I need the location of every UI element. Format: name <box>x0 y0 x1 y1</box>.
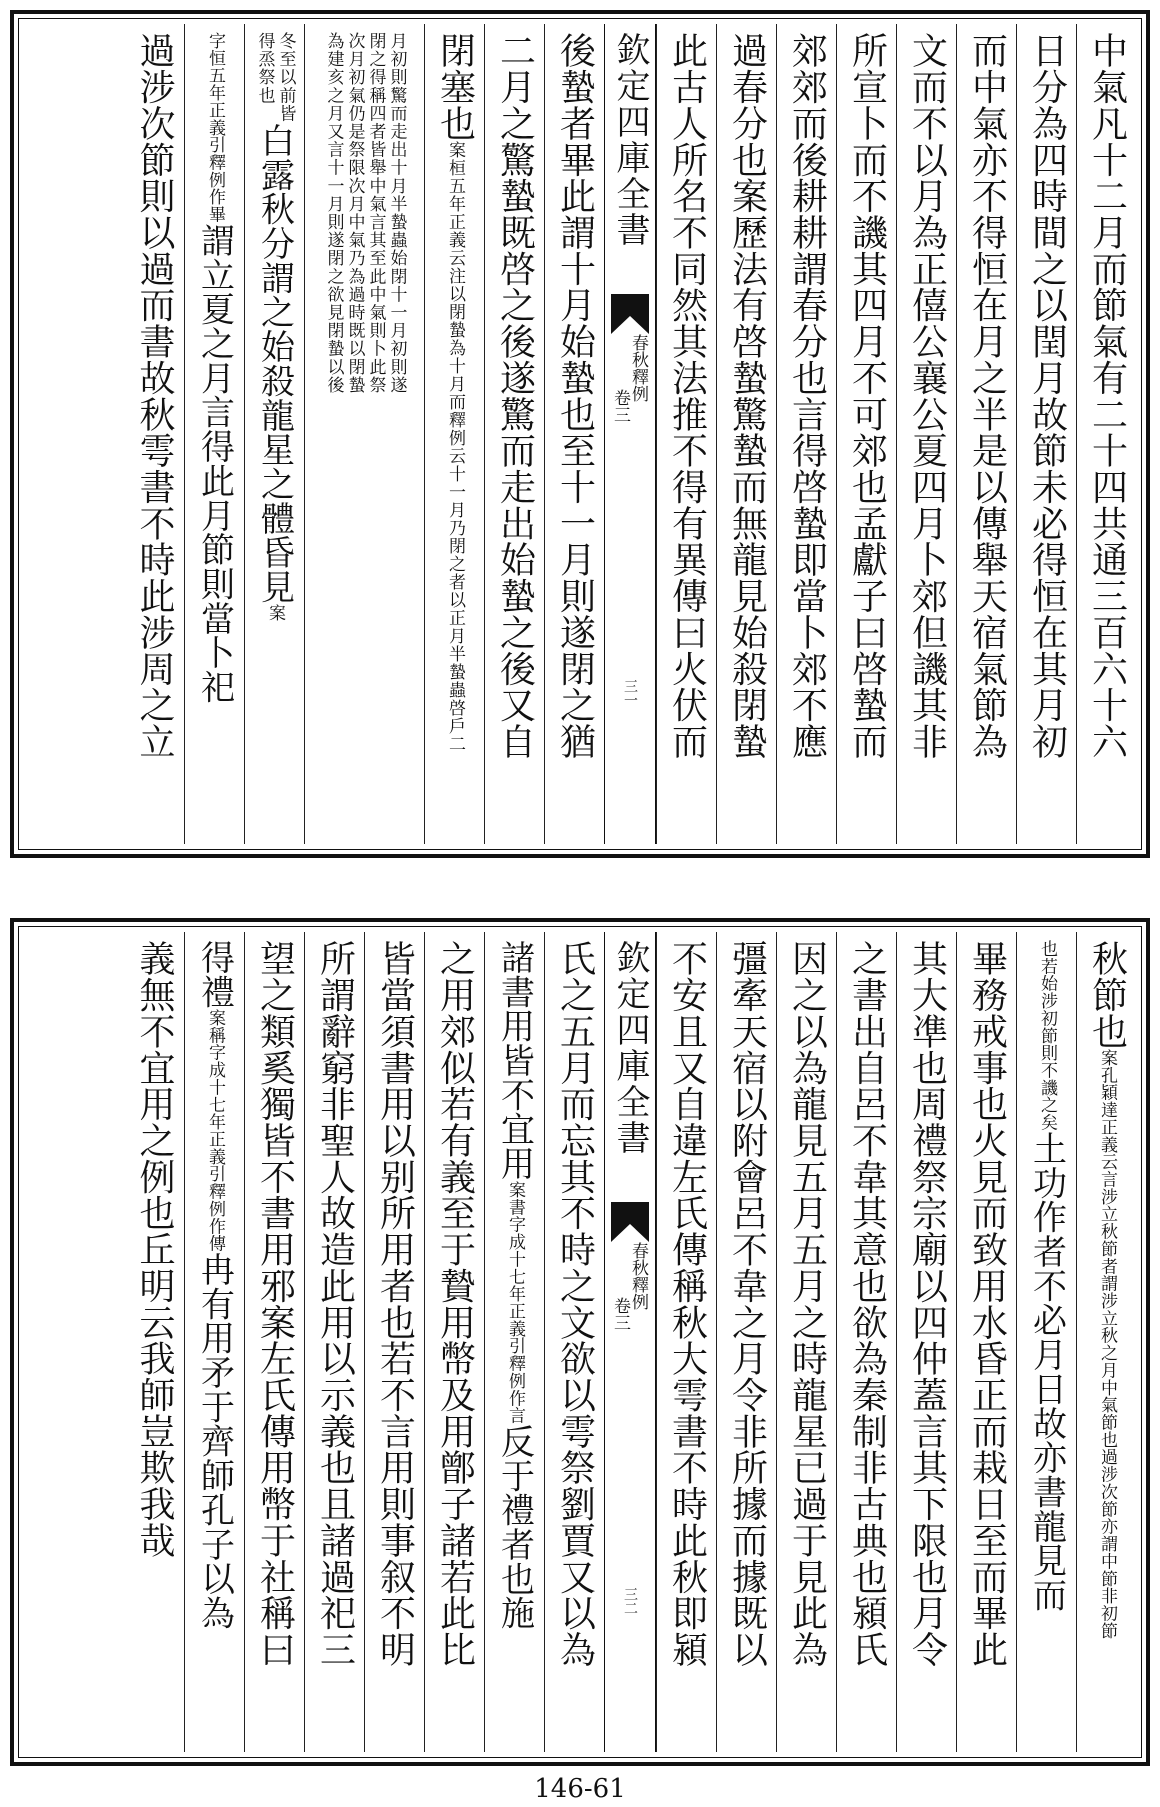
text-column <box>776 932 836 1752</box>
text-column <box>484 24 544 844</box>
text-column <box>1016 932 1076 1752</box>
text-column <box>484 932 544 1752</box>
column-text: 白露秋分謂之始殺龍星之體昏見 <box>254 122 295 604</box>
commentary-note: 案 <box>265 603 285 621</box>
column-text: 望之類奚獨皆不書用邪案左氏傳用幣于社稱曰 <box>254 940 296 1668</box>
text-column <box>896 24 956 844</box>
text-column <box>424 932 484 1752</box>
column-text: 得禮 <box>194 940 235 1009</box>
column-text: 冉有用矛于齊師孔子以為 <box>194 1251 235 1630</box>
page-number-footer: 146-61 <box>534 1774 626 1804</box>
commentary-note: 案桓五年正義云注以閉蟄為十月而釋例云十一月乃閉之者以正月半蟄蟲啓戶二 <box>445 141 465 754</box>
book-title: 春秋釋例 <box>628 1242 648 1310</box>
text-column <box>656 932 716 1752</box>
column-text: 義無不宜用之例也丘明云我師豈欺我哉 <box>134 940 175 1559</box>
text-column <box>1016 24 1076 844</box>
commentary-note: 得烝祭也 <box>254 32 275 105</box>
commentary-note: 次月初氣仍是祭限次月中氣乃為過時既以閉蟄 <box>344 32 365 394</box>
column-text: 郊郊而後耕耕謂春分也言得啓蟄即當卜郊不應 <box>786 32 828 760</box>
folio-number: 三一 <box>622 679 638 707</box>
column-text: 後蟄者畢此謂十月始蟄也至十一月則遂閉之猶 <box>554 32 596 760</box>
column-text: 秋節也 <box>1086 940 1128 1050</box>
text-column <box>364 932 424 1752</box>
center-margin <box>604 932 656 1752</box>
fish-tail-mark <box>611 1202 649 1242</box>
column-text: 之書出自呂不韋其意也欲為秦制非古典也潁氏 <box>846 940 888 1668</box>
commentary-note: 冬至以前皆 <box>275 32 296 123</box>
column-text: 諸書用皆不宜用 <box>494 940 535 1181</box>
column-text: 皆當須書用以别所用者也若不言用則事叙不明 <box>374 940 416 1668</box>
text-column <box>956 24 1016 844</box>
commentary-note: 為建亥之月又言十一月則遂閉之欲見閉蟄以後 <box>323 32 344 394</box>
column-text: 其大凖也周禮祭宗廟以四仲蓋言其下限也月令 <box>906 940 948 1668</box>
column-text: 過春分也案歷法有啓蟄驚蟄而無龍見始殺閉蟄 <box>726 32 768 760</box>
book-series-title: 欽定四庫全書 <box>610 940 650 1156</box>
column-text: 因之以為龍見五月五月之時龍星已過于見此為 <box>786 940 828 1668</box>
juan-number: 卷三 <box>610 1297 630 1331</box>
text-column <box>124 24 184 844</box>
page-top <box>10 10 1150 858</box>
commentary-note: 案孔穎達正義云言涉立秋節者謂涉立秋之月中氣節也過涉次節亦謂中節非初節 <box>1097 1049 1117 1640</box>
column-text: 中氣凡十二月而節氣有二十四共通三百六十六 <box>1086 32 1128 760</box>
text-column <box>124 932 184 1752</box>
folio-number: 三二 <box>622 1587 638 1615</box>
commentary-note: 閉之得稱四者皆舉中氣言其至此中氣則卜此祭 <box>365 32 386 394</box>
column-text: 此古人所名不同然其法推不得有異傳曰火伏而 <box>666 32 708 760</box>
text-column <box>244 932 304 1752</box>
column-text: 所謂辭窮非聖人故造此用以示義也且諸過祀三 <box>314 940 356 1668</box>
column-text: 謂立夏之月言得此月節則當卜祀 <box>194 222 235 705</box>
column-text: 文而不以月為正僖公襄公夏四月卜郊但譏其非 <box>906 32 948 760</box>
column-text: 閉塞也 <box>434 32 476 142</box>
text-column <box>716 24 776 844</box>
book-series-title: 欽定四庫全書 <box>610 32 650 248</box>
column-text: 不安且又自違左氏傳稱秋大雩書不時此秋即潁 <box>666 940 708 1668</box>
text-column <box>1076 932 1136 1752</box>
column-text: 二月之驚蟄既啓之後遂驚而走出始蟄之後又自 <box>494 32 536 760</box>
bottom-columns <box>24 932 1136 1752</box>
column-text: 日分為四時間之以閏月故節未必得恒在其月初 <box>1026 32 1068 760</box>
commentary-note: 字恒五年正義引釋例作畢 <box>205 32 225 223</box>
text-column <box>244 24 304 844</box>
book-title: 春秋釋例 <box>628 334 648 402</box>
text-column <box>184 24 244 844</box>
commentary-note: 月初則驚而走出十月半蟄蟲始閉十一月初則遂 <box>386 32 407 394</box>
text-column <box>544 932 604 1752</box>
text-column <box>956 932 1016 1752</box>
commentary-block <box>304 24 424 844</box>
column-text: 過涉次節則以過而書故秋雩書不時此涉周之立 <box>134 32 175 760</box>
text-column <box>776 24 836 844</box>
text-column <box>304 932 364 1752</box>
text-column <box>1076 24 1136 844</box>
column-text: 反于禮者也施 <box>494 1423 535 1630</box>
column-text: 之用郊似若有義至于贄用幣及用鄫子諸若此比 <box>434 940 476 1668</box>
center-margin <box>604 24 656 844</box>
column-text: 而中氣亦不得恒在月之半是以傳舉天宿氣節為 <box>966 32 1008 760</box>
top-columns <box>24 24 1136 844</box>
column-text: 土功作者不必月日故亦書龍見而 <box>1026 1130 1067 1613</box>
column-text: 氏之五月而忘其不時之文欲以雩祭劉賈又以為 <box>554 940 596 1668</box>
commentary-note: 案稱字成十七年正義引釋例作傳 <box>205 1008 225 1252</box>
juan-number: 卷三 <box>610 389 630 423</box>
fish-tail-mark <box>611 294 649 334</box>
commentary-note: 案書字成十七年正義引釋例作言 <box>505 1180 525 1424</box>
text-column <box>896 932 956 1752</box>
text-column <box>544 24 604 844</box>
text-column <box>656 24 716 844</box>
text-column <box>424 24 484 844</box>
column-text: 彊牽天宿以附會呂不韋之月令非所據而據既以 <box>726 940 768 1668</box>
commentary-note: 也若始涉初節則不譏之矣 <box>1037 940 1057 1131</box>
text-column <box>836 932 896 1752</box>
text-column <box>716 932 776 1752</box>
page-bottom <box>10 918 1150 1766</box>
column-text: 所宣卜而不譏其四月不可郊也孟獻子曰啓蟄而 <box>846 32 888 760</box>
column-text: 畢務戒事也火見而致用水昏正而栽日至而畢此 <box>966 940 1008 1668</box>
text-column <box>184 932 244 1752</box>
text-column <box>836 24 896 844</box>
